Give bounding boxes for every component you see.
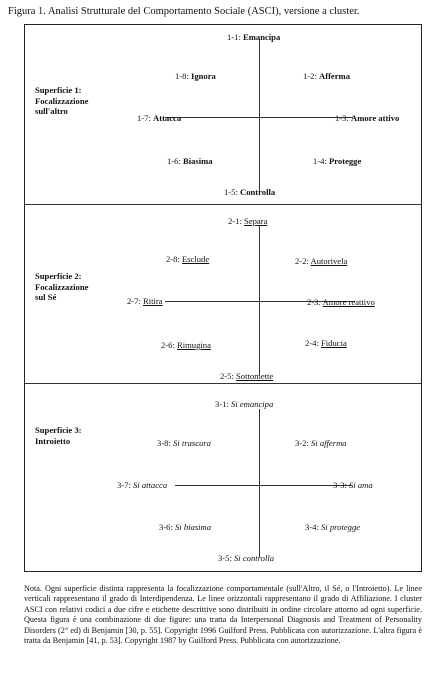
cluster-3-5: 3-5: Si controlla bbox=[218, 553, 275, 563]
cluster-3-2: 3-2: Si afferma bbox=[295, 438, 347, 448]
cluster-1-3: 1-3: Amore attivo bbox=[335, 113, 400, 123]
surface-1-affiliation-axis bbox=[165, 117, 353, 118]
cluster-2-3: 2-3: Amore reattivo bbox=[307, 297, 375, 307]
surface-3-affiliation-axis bbox=[175, 485, 351, 486]
cluster-2-2: 2-2: Autorivela bbox=[295, 256, 348, 266]
cluster-2-5: 2-5: Sottomette bbox=[220, 371, 274, 381]
surface-1-title: Superficie 1: Focalizzazione sull'altro bbox=[35, 85, 89, 116]
figure-frame bbox=[24, 24, 422, 572]
surface-divider-2 bbox=[25, 383, 421, 384]
cluster-3-7: 3-7: Si attacca bbox=[117, 480, 168, 490]
cluster-1-5: 1-5: Controlla bbox=[224, 187, 276, 197]
cluster-3-6: 3-6: Si biasima bbox=[159, 522, 212, 532]
cluster-3-8: 3-8: Si trascura bbox=[157, 438, 211, 448]
surface-3-title: Superficie 3: Introietto bbox=[35, 425, 82, 446]
surface-1-interdependence-axis bbox=[259, 39, 260, 191]
surface-3-interdependence-axis bbox=[259, 409, 260, 557]
cluster-1-4: 1-4: Protegge bbox=[313, 156, 362, 166]
cluster-2-8: 2-8: Esclude bbox=[166, 254, 210, 264]
figure-caption: Figura 1. Analisi Strutturale del Comportamento Sociale (ASCI), versione a cluster. bbox=[8, 6, 360, 17]
cluster-2-4: 2-4: Fiducia bbox=[305, 338, 347, 348]
surface-2-title: Superficie 2: Focalizzazione sul Sé bbox=[35, 271, 89, 302]
surface-2-interdependence-axis bbox=[259, 225, 260, 375]
cluster-1-1: 1-1: Emancipa bbox=[227, 32, 281, 42]
cluster-1-8: 1-8: Ignora bbox=[175, 71, 216, 81]
cluster-1-7: 1-7: Attacca bbox=[137, 113, 182, 123]
cluster-1-6: 1-6: Biasima bbox=[167, 156, 213, 166]
cluster-2-6: 2-6: Rimugina bbox=[161, 340, 211, 350]
cluster-3-3: 3-3: Si ama bbox=[333, 480, 373, 490]
surface-divider-1 bbox=[25, 204, 421, 205]
cluster-2-1: 2-1: Separa bbox=[228, 216, 268, 226]
cluster-3-4: 3-4: Si protegge bbox=[305, 522, 361, 532]
figure-note: Nota. Ogni superficie distinta rappresenta la focalizzazione comportamentale (sull'Altro, il Sé, o l'Introietto). Le linee verticali rappresentano il grado di Interdipendenza. Le linee orizzontali rappresentano il grado di Affiliazione. I cluster ASCI con relativi codici a due cifre e etichette descrittive sono distribuiti in ordine circolare attorno ad ogni superficie. Questa figura è una combinazione di due figure: una tratta da Interpersonal Diagnosis and Treatment of Personality Disorders (2° ed) di Benjamin [30, p. 55]. Copyright 1996 Guilford Press. Pubblicata con autorizzazione. L'altra figura è tratta da Benjamin [41, p. 53]. Copyright 1987 by Guilford Press. Pubblicata con autorizzazione. bbox=[24, 584, 422, 646]
cluster-2-7: 2-7: Ritira bbox=[127, 296, 163, 306]
cluster-3-1: 3-1: Si emancipa bbox=[215, 399, 274, 409]
cluster-1-2: 1-2: Afferma bbox=[303, 71, 351, 81]
